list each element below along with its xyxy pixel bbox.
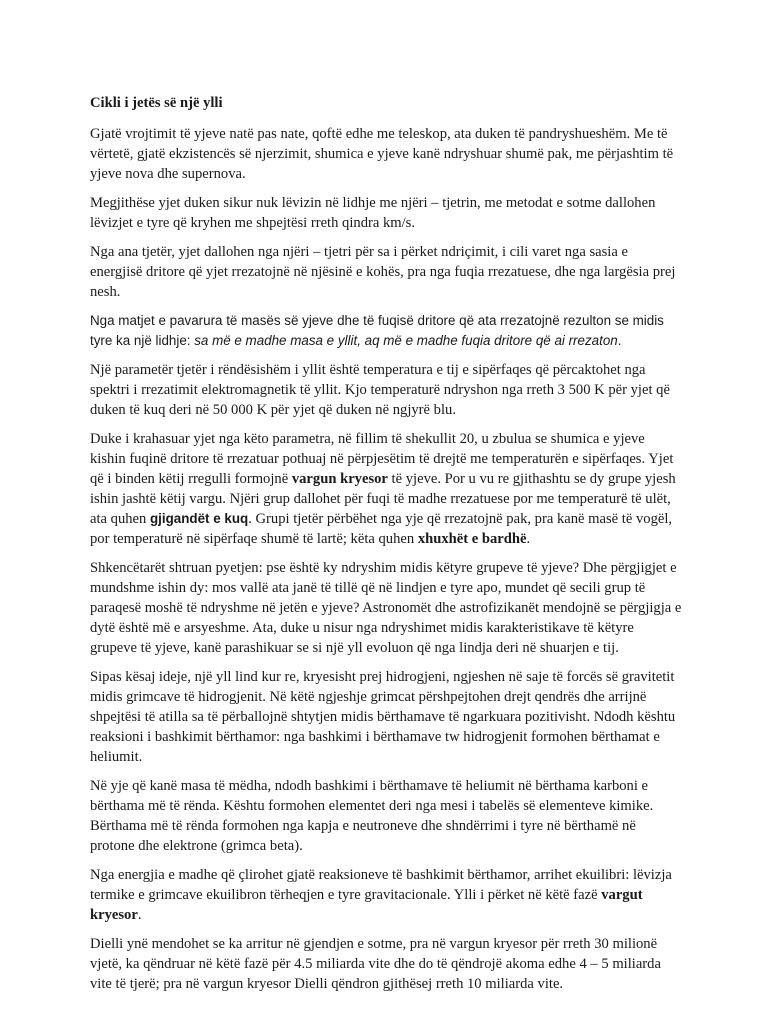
term-white-dwarfs: xhuxhët e bardhë (417, 531, 527, 547)
paragraph-text: . Grupi tjetër përbëhet nga yje që rrezatojnë pak, pra kanë masë të vogël, por temperaturë në sipërfaqe shumë të lartë; këta quhen (90, 511, 673, 547)
paragraph-question: Shkencëtarët shtruan pyetjen: pse është ky ndryshim midis këtyre grupeve të yjeve? Dhe përgjigjet e mundshme ishin dy: mos vallë ata janë të tillë që në lindjen e tyre apo, mundet që secili grup të paraqesë moshë të ndryshme në jetën e yjeve? Astronomët dhe astrofizikanët mendojnë se përgjigja e dytë është më e arsyeshme. Ata, duke u nisur nga ndryshimet midis karakteristikave të këtyre grupeve të yjeve, kanë parashikuar se si një yll evoluon që nga lindja deri në shuarjen e tij. (90, 560, 682, 656)
paragraph-equilibrium (90, 865, 682, 925)
term-red-giants: gjigandët e kuq (149, 511, 249, 526)
paragraph-text: Nga energjia e madhe që çlirohet gjatë reaksioneve të bashkimit bërthamor, arrihet ekuilibri: lëvizja termike e grimcave ekuilibron tërheqjen e tyre gravitacionale. Ylli i përket në këtë fazë (90, 867, 672, 903)
paragraph-brightness: Nga ana tjetër, yjet dallohen nga njëri – tjetri për sa i përket ndriçimit, i cili varet nga sasia e energjisë dritore që yjet rrezatojnë në njësinë e kohës, pra nga fuqia rrezatuese, dhe nga largësia prej nesh. (90, 244, 676, 300)
paragraph-sun: Dielli ynë mendohet se ka arritur në gjendjen e sotme, pra në vargun kryesor për rreth 30 milionë vjetë, ka qëndruar në këtë fazë për 4.5 miliarda vite dhe do të qëndrojë akoma edhe 4 – 5 miliarda vite të tjerë; pra në vargun kryesor Dielli qëndron gjithësej rreth 10 miliarda vite. (90, 936, 661, 992)
paragraph-fusion: Sipas kësaj ideje, një yll lind kur re, kryesisht prej hidrogjeni, ngjeshen në saje të forcës së gravitetit midis grimcave të hidrogjenit. Në këtë ngjeshje grimcat përshpejtohen drejt qendrës dhe arrijnë shpejtësi të atilla sa të përballojnë shtytjen midis bërthamave të ngarkuara pozitivisht. Ndodh kështu reaksioni i bashkimit bërthamor: nga bashkimi i bërthamave tw hidrogjenit formohen bërthamat e heliumit. (90, 669, 676, 765)
paragraph-temperature: Një parametër tjetër i rëndësishëm i yllit është temperatura e tij e sipërfaqes që përcaktohet nga spektri i rrezatimit elektromagnetik të yllit. Kjo temperaturë ndryshon nga rreth 3 500 K për yjet që duken të kuq deri në 50 000 K për yjet që duken në ngjyrë blu. (90, 362, 670, 418)
term-main-sequence-2: vargut kryesor (90, 887, 643, 923)
paragraph-text: Duke i krahasuar yjet nga këto parametra, në fillim të shekullit 20, u zbulua se shumica e yjeve kishin fuqinë dritore të rrezatuar pothuaj në përpjesëtim të drejtë me temperaturën e sipërfaqes. Yjet që i binden këtij rregulli formojnë (90, 431, 674, 487)
paragraph-intro: Gjatë vrojtimit të yjeve natë pas nate, qoftë edhe me teleskop, ata duken të pandryshueshëm. Me të vërtetë, gjatë ekzistencës së njerzimit, shumica e yjeve kanë ndryshuar shumë pak, me përjashtim të yjeve nova dhe supernova. (90, 126, 674, 182)
paragraph-motion: Megjithëse yjet duken sikur nuk lëvizin në lidhje me njëri – tjetrin, me metodat e sotme dallohen lëvizjet e tyre që kryhen me shpejtësi rreth qindra km/s. (90, 195, 656, 231)
term-main-sequence: vargun kryesor (291, 471, 388, 487)
document-title: Cikli i jetës së një ylli (90, 95, 223, 111)
paragraph-text: Nga matjet e pavarura të masës së yjeve dhe të fuqisë dritore që ata rrezatojnë rezulton se midis tyre ka një lidhje: (90, 313, 664, 348)
italic-statement: sa më e madhe masa e yllit, aq më e madhe fuqia dritore që ai rrezaton (194, 333, 618, 348)
document-page (90, 93, 682, 1003)
paragraph-mass-luminosity (90, 311, 682, 351)
paragraph-heavy-elements: Në yje që kanë masa të mëdha, ndodh bashkimi i bërthamave të heliumit në bërthama karboni e bërthama më të rënda. Kështu formohen elementet deri nga mesi i tabelës së elementeve kimike. Bërthama më të rënda formohen nga kapja e neutroneve dhe shndërrimi i tyre në bërthamë në protone dhe elektrone (grimca beta). (90, 778, 654, 854)
paragraph-end: . (137, 907, 142, 923)
paragraph-end: . (526, 531, 531, 547)
paragraph-text: të yjeve. Por u vu re gjithashtu se dy grupe yjesh ishin jashtë këtij vargu. Njëri grup dallohet për fuqi të madhe rrezatuese por me temperaturë të ulët, ata quhen (90, 471, 676, 527)
paragraph-groups (90, 429, 682, 549)
paragraph-end: . (617, 333, 622, 348)
